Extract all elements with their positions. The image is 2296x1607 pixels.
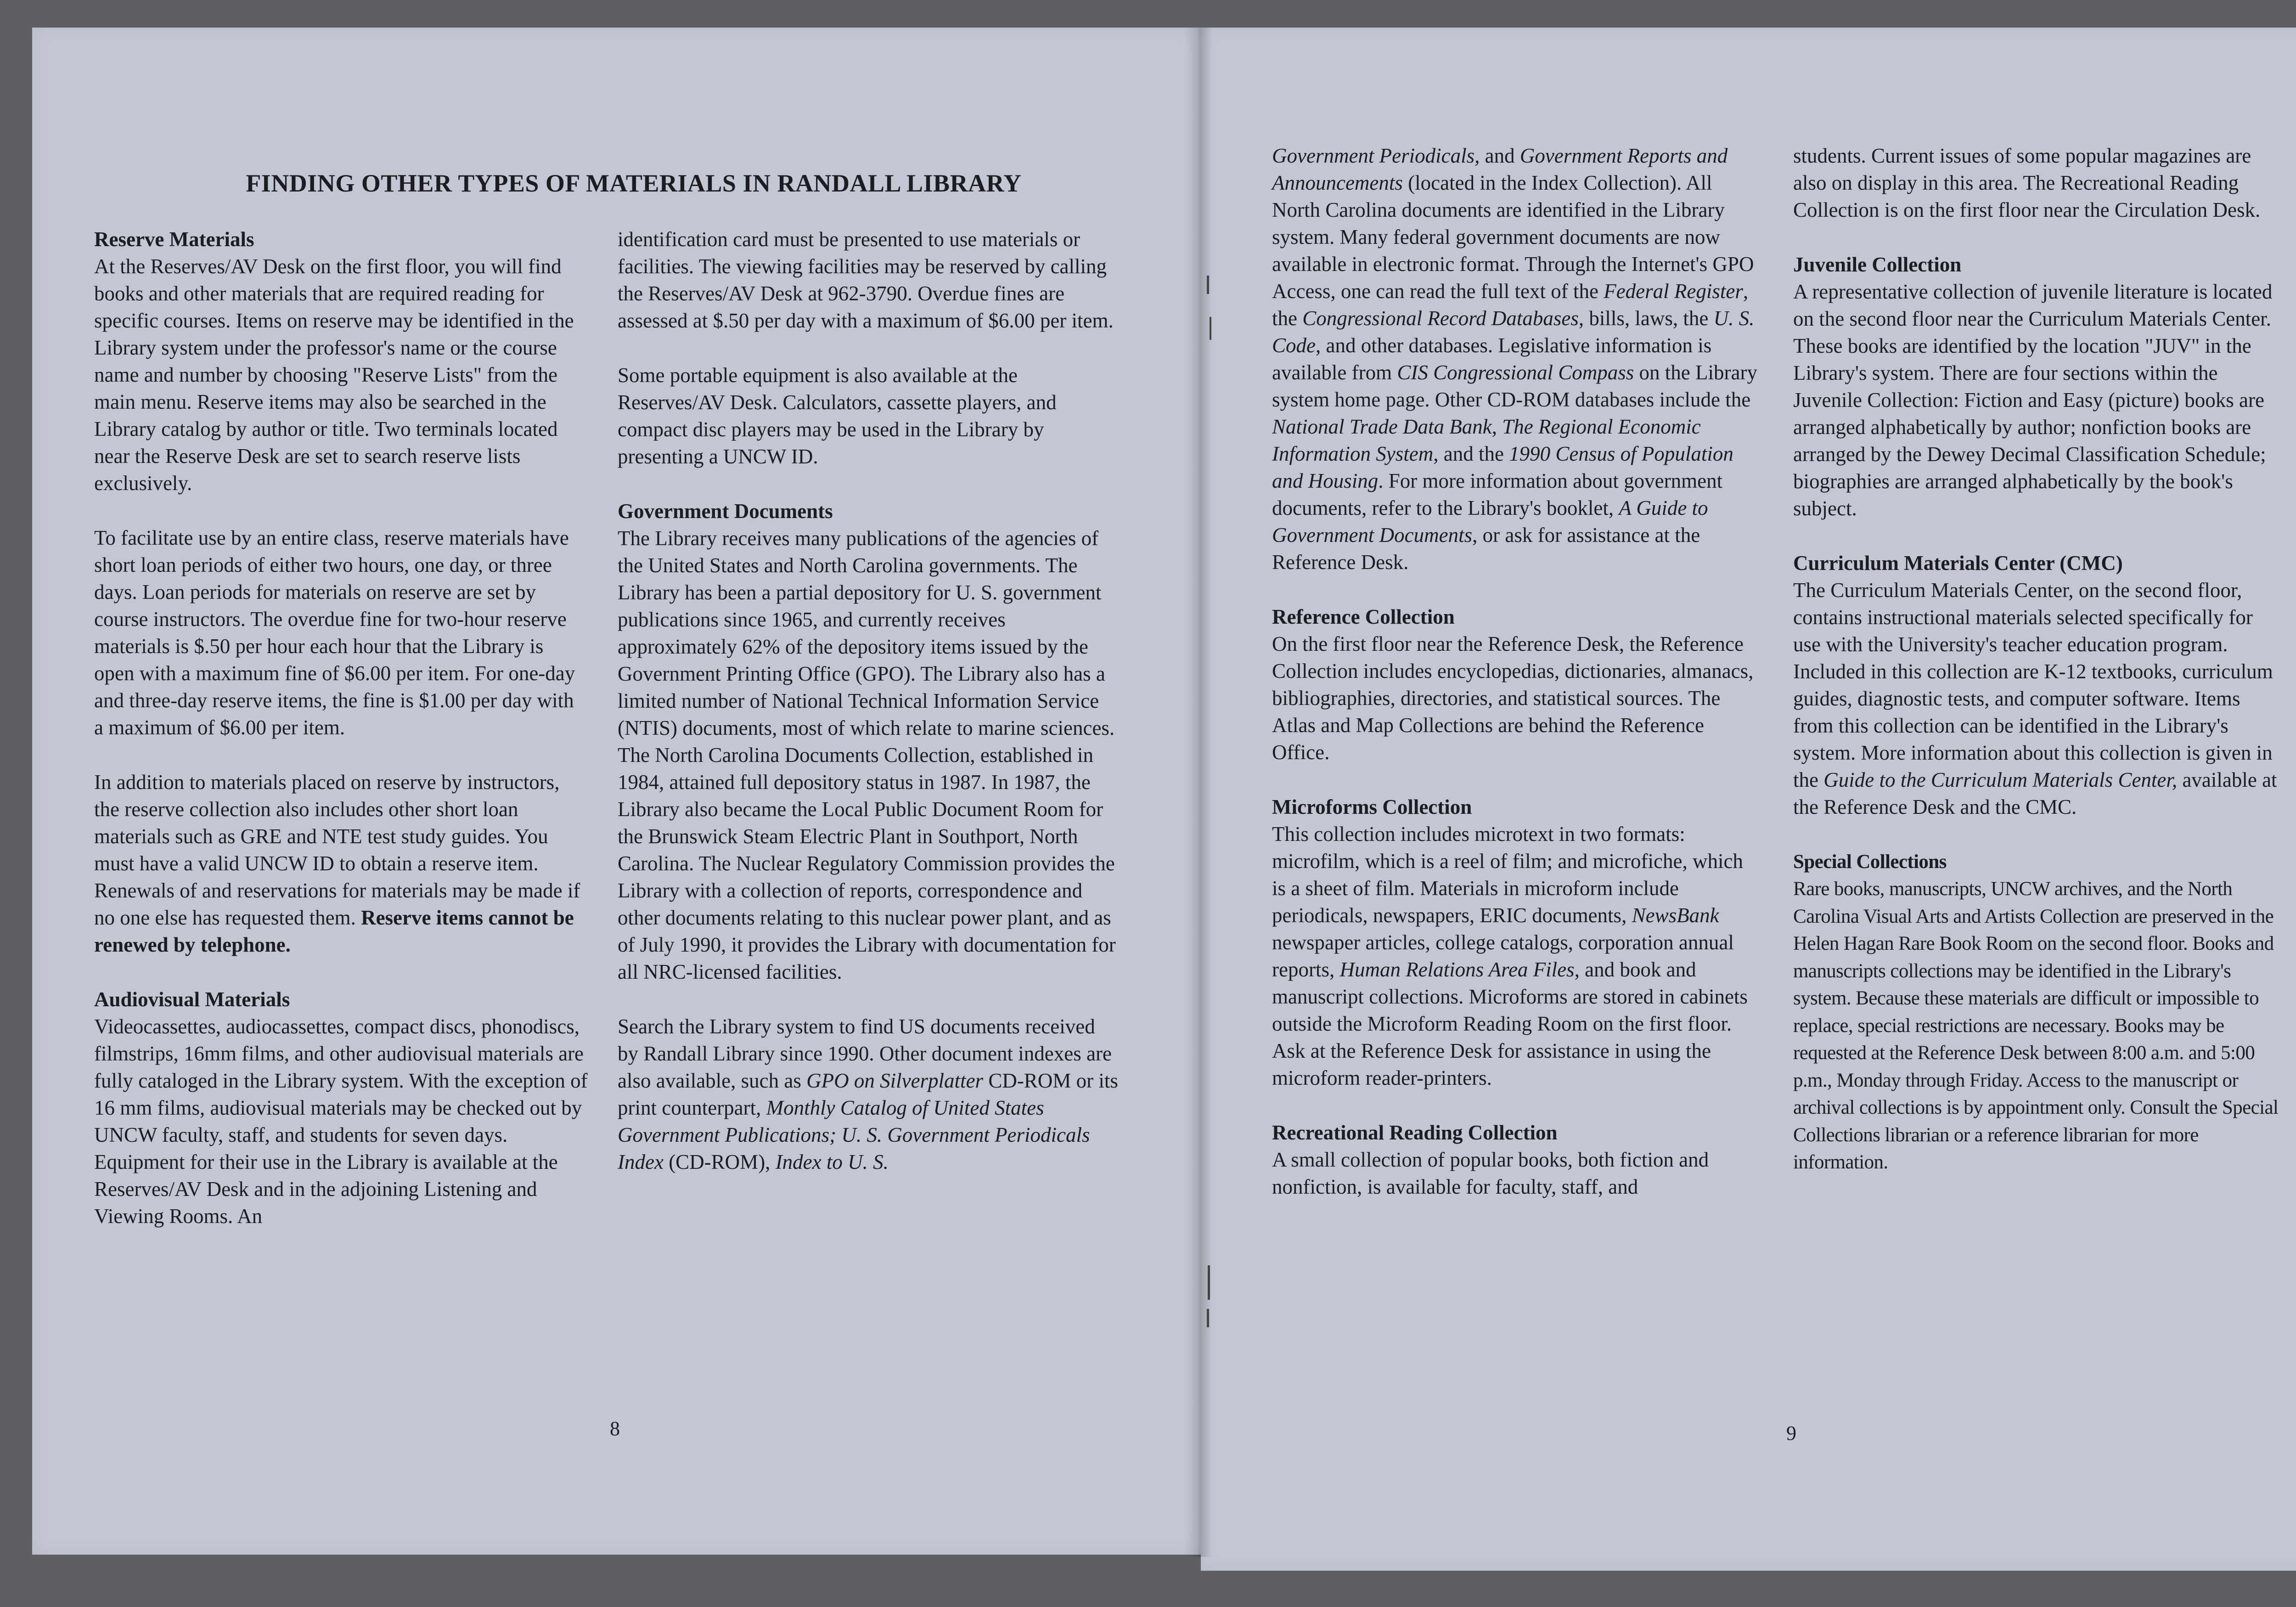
section-heading-special: Special Collections <box>1793 851 1947 873</box>
page-number-right: 9 <box>1786 1422 1796 1444</box>
binding-mark <box>1207 1309 1209 1327</box>
special-collections-section <box>1793 848 2282 1176</box>
reserve-paragraph-3: In addition to materials placed on reserve by instructors, the reserve collection also includes other short loan materials such as GRE and NTE test study guides. You must have a valid UNCW ID to obtain a reserve item. Renewals of and reservations for materials may be made if no one else has requested them. Reserve items cannot be renewed by telephone. <box>94 771 580 956</box>
page-title: FINDING OTHER TYPES OF MATERIALS IN RANDALL LIBRARY <box>246 169 1022 197</box>
section-heading-reference: Reference Collection <box>1272 605 1455 628</box>
cmc-section <box>1793 550 2282 821</box>
av-paragraph-1: Videocassettes, audiocassettes, compact discs, phonodiscs, filmstrips, 16mm films, and other audiovisual materials are fully cataloged in the Library system. With the exception of 16 mm films, audiovisual materials may be checked out by UNCW faculty, staff, and students for seven days. Equipment for their use in the Library is available at the Reserves/AV Desk and in the adjoining Listening and Viewing Rooms. An <box>94 1015 588 1228</box>
column-4 <box>1793 142 2282 1204</box>
reserve-section <box>94 226 588 497</box>
recreational-section <box>1272 1119 1761 1201</box>
section-heading-juvenile: Juvenile Collection <box>1793 253 1962 276</box>
section-heading-govdocs: Government Documents <box>618 500 833 523</box>
binding-mark <box>1208 1265 1210 1300</box>
section-heading-recreational: Recreational Reading Collection <box>1272 1121 1558 1144</box>
section-heading-cmc: Curriculum Materials Center (CMC) <box>1793 552 2123 575</box>
govdocs-section <box>618 498 1118 986</box>
reserve-renewal-warning: Reserve items cannot be renewed by telephone. <box>94 906 574 956</box>
av-portable-paragraph: Some portable equipment is also available at the Reserves/AV Desk. Calculators, cassette players, and compact disc players may be used in the Library by presenting a UNCW ID. <box>618 364 1057 468</box>
reserve-paragraph-1: At the Reserves/AV Desk on the first floor, you will find books and other materials that are required reading for specific courses. Items on reserve may be identified in the Library system under the professor's name or the course name and number by choosing "Reserve Lists" from the main menu. Reserve items may also be searched in the Library catalog by author or title. Two terminals located near the Reserve Desk are set to search reserve lists exclusively. <box>94 255 574 495</box>
column-1 <box>94 226 588 1257</box>
juvenile-section <box>1793 251 2282 522</box>
page-number-left: 8 <box>610 1417 620 1440</box>
govdocs-paragraph-1: The Library receives many publications of the agencies of the United States and North Carolina governments. The Library has been a partial depository for U. S. government publications since 1965, and currently receives approximately 62% of the depository items issued by the Government Printing Office (GPO). The Library also has a limited number of National Technical Information Service (NTIS) documents, most of which relate to marine sciences. The North Carolina Documents Collection, established in 1984, attained full depository status in 1987. In 1987, the Library also became the Local Public Document Room for the Brunswick Steam Electric Plant in Southport, North Carolina. The Nuclear Regulatory Commission provides the Library with a collection of reports, correspondence and other documents relating to this nuclear power plant, and as of July 1990, it provides the Library with documentation for all NRC-licensed facilities. <box>618 527 1116 983</box>
cmc-paragraph: The Curriculum Materials Center, on the second floor, contains instructional materials selected specifically for use with the University's teacher education program. Included in this collection are K-12 textbooks, curriculum guides, diagnostic tests, and computer software. Items from this collection can be identified in the Library's system. More information about this collection is given in the Guide to the Curriculum Materials Center, available at the Reference Desk and the CMC. <box>1793 579 2277 818</box>
reference-section <box>1272 603 1761 766</box>
section-heading-microforms: Microforms Collection <box>1272 795 1472 818</box>
special-collections-paragraph: Rare books, manuscripts, UNCW archives, and the North Carolina Visual Arts and Artists Collection are preserved in the Helen Hagan Rare Book Room on the second floor. Books and manuscripts collections may be identified in the Library's system. Because these materials are difficult or impossible to replace, special restrictions are necessary. Books may be requested at the Reference Desk between 8:00 a.m. and 5:00 p.m., Monday through Friday. Access to the manuscript or archival collections is by appointment only. Consult the Special Collections librarian or a reference librarian for more information. <box>1793 878 2279 1173</box>
govdocs-paragraph-continued: Government Periodicals, and Government Reports and Announcements (located in the Index Collection). All North Carolina documents are identified in the Library system. Many federal government documents are now available in electronic format. Through the Internet's GPO Access, one can read the full text of the Federal Register, the Congressional Record Databases, bills, laws, the U. S. Code, and other databases. Legislative information is available from CIS Congressional Compass on the Library system home page. Other CD-ROM databases include the National Trade Data Bank, The Regional Economic Information System, and the 1990 Census of Population and Housing. For more information about government documents, refer to the Library's booklet, A Guide to Government Documents, or ask for assistance at the Reference Desk. <box>1272 144 1757 574</box>
recreational-paragraph: A small collection of popular books, both fiction and nonfiction, is available for faculty, staff, and <box>1272 1148 1709 1198</box>
column-3 <box>1272 142 1761 1228</box>
section-heading-reserve: Reserve Materials <box>94 228 254 251</box>
av-paragraph-continued: identification card must be presented to use materials or facilities. The viewing facilities may be reserved by calling the Reserves/AV Desk at 962-3790. Overdue fines are assessed at $.50 per day with a maximum of $6.00 per item. <box>618 228 1114 332</box>
microforms-section <box>1272 794 1761 1092</box>
recreational-paragraph-continued: students. Current issues of some popular magazines are also on display in this area. The Recreational Reading Collection is on the first floor near the Circulation Desk. <box>1793 144 2261 221</box>
column-2 <box>618 226 1118 1203</box>
section-heading-av: Audiovisual Materials <box>94 988 290 1011</box>
juvenile-paragraph: A representative collection of juvenile literature is located on the second floor near the Curriculum Materials Center. These books are identified by the location "JUV" in the Library's system. There are four sections within the Juvenile Collection: Fiction and Easy (picture) books are arranged alphabetically by author; nonfiction books are arranged by the Dewey Decimal Classification Schedule; biographies are arranged alphabetically by the book's subject. <box>1793 280 2273 520</box>
binding-mark <box>1210 317 1211 340</box>
av-section <box>94 986 588 1230</box>
book-gutter <box>1185 28 1212 1557</box>
binding-mark <box>1207 276 1209 294</box>
microforms-paragraph: This collection includes microtext in two formats: microfilm, which is a reel of film; and microfiche, which is a sheet of film. Materials in microform include periodicals, newspapers, ERIC documents, NewsBank newspaper articles, college catalogs, corporation annual reports, Human Relations Area Files, and book and manuscript collections. Microforms are stored in cabinets outside the Microform Reading Room on the first floor. Ask at the Reference Desk for assistance in using the microform reader-printers. <box>1272 823 1748 1089</box>
govdocs-paragraph-2: Search the Library system to find US documents received by Randall Library since 1990. Other document indexes are also available, such as GPO on Silverplatter CD-ROM or its print counterpart, Monthly Catalog of United States Government Publications; U. S. Government Periodicals Index (CD-ROM), Index to U. S. <box>618 1015 1118 1173</box>
reserve-paragraph-2: To facilitate use by an entire class, reserve materials have short loan periods of either two hours, one day, or three days. Loan periods for materials on reserve are set by course instructors. The overdue fine for two-hour reserve materials is $.50 per hour each hour that the Library is open with a maximum fine of $6.00 per item. For one-day and three-day reserve items, the fine is $1.00 per day with a maximum of $6.00 per item. <box>94 526 575 739</box>
reference-paragraph: On the first floor near the Reference Desk, the Reference Collection includes encyclopedias, dictionaries, almanacs, bibliographies, directories, and statistical sources. The Atlas and Map Collections are behind the Reference Office. <box>1272 632 1754 764</box>
